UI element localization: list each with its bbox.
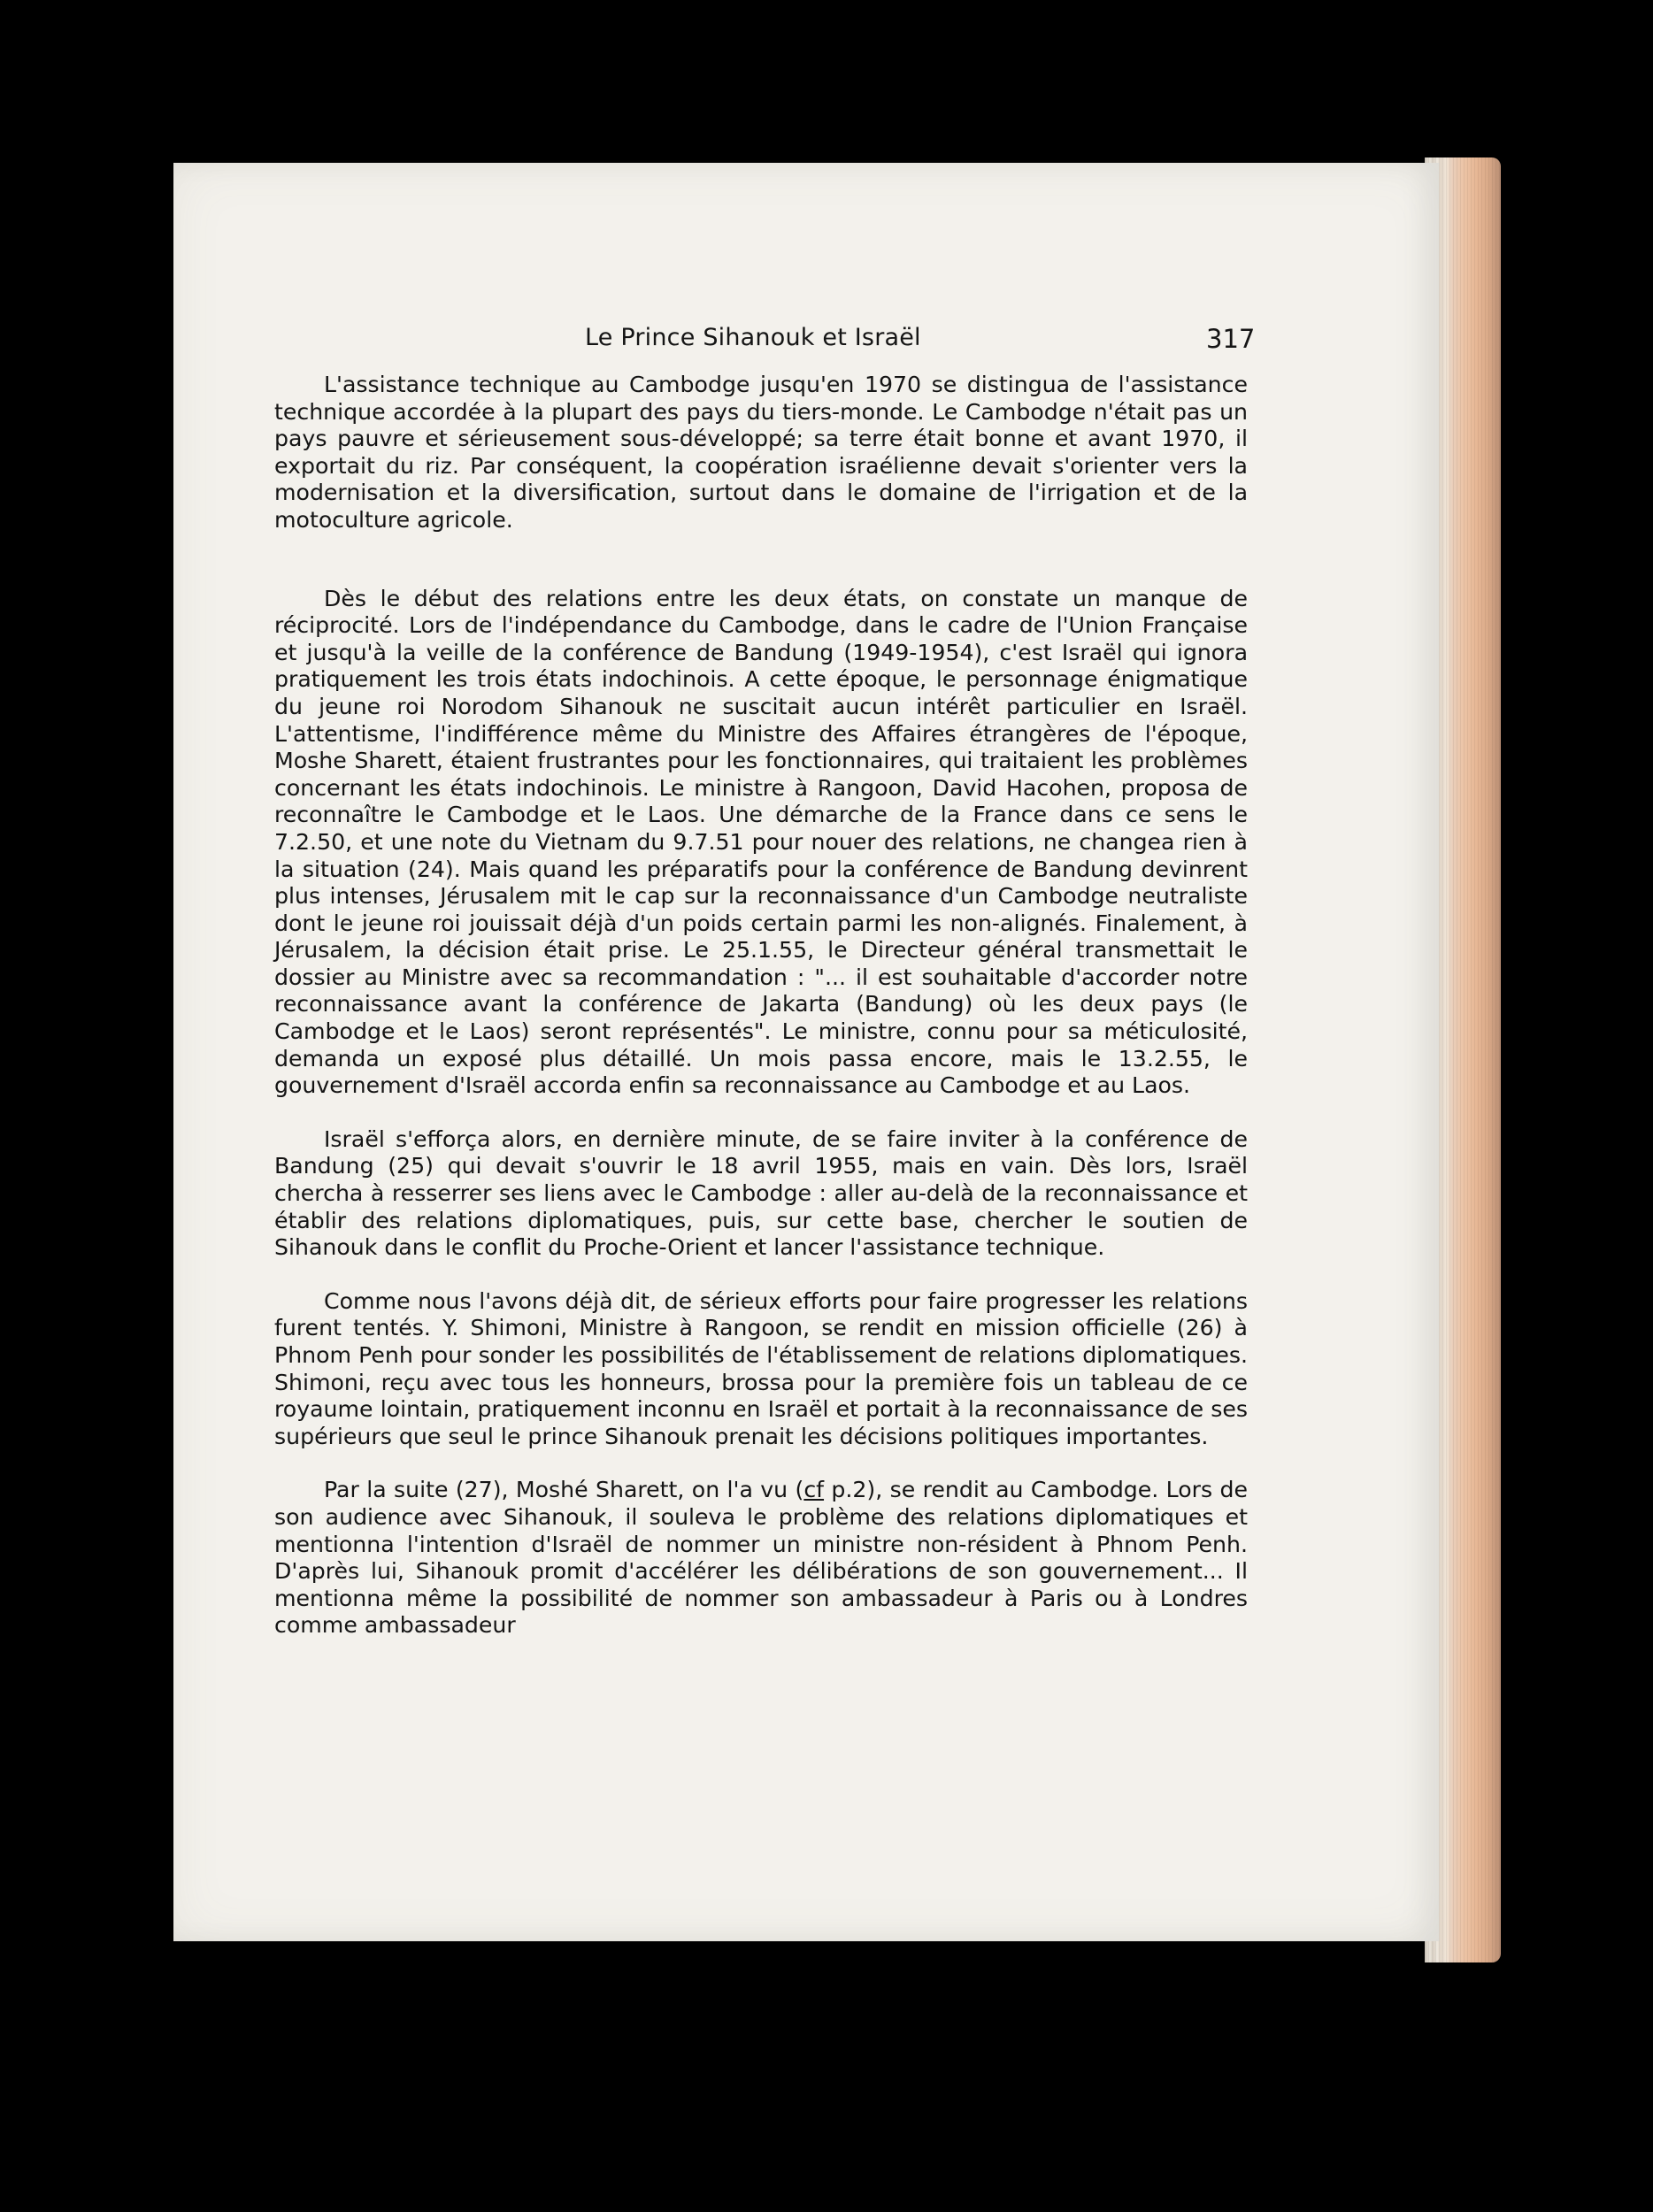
paragraph-5-part-1: Par la suite (27), Moshé Sharett, on l'a vu ( xyxy=(324,1477,804,1503)
paragraph-5-cf-underlined: cf xyxy=(803,1477,825,1503)
page-header xyxy=(173,324,1439,359)
paragraph-1: L'assistance technique au Cambodge jusqu'en 1970 se distingua de l'assistance technique accordée à la plupart des pays du tiers-monde. Le Cambodge n'était pas un pays pauvre et sérieusement sous-développé; sa terre était bonne et avant 1970, il exportait du riz. Par conséquent, la coopération israélienne devait s'orienter vers la modernisation et la diversification, surtout dans le domaine de l'irrigation et de la motoculture agricole. xyxy=(274,372,1248,533)
paragraph-3: Israël s'efforça alors, en dernière minute, de se faire inviter à la conférence de Bandung (25) qui devait s'ouvrir le 18 avril 1955, mais en vain. Dès lors, Israël chercha à resserrer ses liens avec le Cambodge : aller au-delà de la reconnaissance et établir des relations diplomatiques, puis, sur cette base, chercher le soutien de Sihanouk dans le conflit du Proche-Orient et lancer l'assistance technique. xyxy=(274,1125,1248,1261)
paragraph-5-part-2: p.2), se rendit au Cambodge. Lors de son audience avec Sihanouk, il souleva le problème des relations diplomatiques et mentionna l'intention d'Israël de nommer un ministre non-résident à Phnom Penh. D'après lui, Sihanouk promit d'accélérer les délibérations de son gouvernement... Il mentionna même la possibilité de nommer son ambassadeur à Paris ou à Londres comme ambassadeur xyxy=(274,1477,1248,1639)
paragraph-4: Comme nous l'avons déjà dit, de sérieux efforts pour faire progresser les relations furent tentés. Y. Shimoni, Ministre à Rangoon, se rendit en mission officielle (26) à Phnom Penh pour sonder les possibilités de l'établissement de relations diplomatiques. Shimoni, reçu avec tous les honneurs, brossa pour la première fois un tableau de ce royaume lointain, pratiquement inconnu en Israël et portait à la reconnaissance de ses supérieurs que seul le prince Sihanouk prenait les décisions politiques importantes. xyxy=(274,1287,1248,1449)
paragraph-2: Dès le début des relations entre les deux états, on constate un manque de réciprocité. Lors de l'indépendance du Cambodge, dans le cadre de l'Union Française et jusqu'à la veille de la conférence de Bandung (1949-1954), c'est Israël qui ignora pratiquement les trois états indochinois. A cette époque, le personnage énigmatique du jeune roi Norodom Sihanouk ne suscitait aucun intérêt particulier en Israël. L'attentisme, l'indifférence même du Ministre des Affaires étrangères de l'époque, Moshe Sharett, étaient frustrantes pour les fonctionnaires, qui traitaient les problèmes concernant les états indochinois. Le ministre à Rangoon, David Hacohen, proposa de reconnaître le Cambodge et le Laos. Une démarche de la France dans ce sens le 7.2.50, et une note du Vietnam du 9.7.51 pour nouer des relations, ne changea rien à la situation (24). Mais quand les préparatifs pour la conférence de Bandung devinrent plus intenses, Jérusalem mit le cap sur la reconnaissance d'un Cambodge neutraliste dont le jeune roi jouissait déjà d'un poids certain parmi les non-alignés. Finalement, à Jérusalem, la décision était prise. Le 25.1.55, le Directeur général transmettait le dossier au Ministre avec sa recommandation : "... il est souhaitable d'accorder notre reconnaissance avant la conférence de Jakarta (Bandung) où les deux pays (le Cambodge et le Laos) seront représentés". Le ministre, connu pour sa méticulosité, demanda un exposé plus détaillé. Un mois passa encore, mais le 13.2.55, le gouvernement d'Israël accorda enfin sa reconnaissance au Cambodge et au Laos. xyxy=(274,585,1248,1099)
running-title: Le Prince Sihanouk et Israël xyxy=(585,324,921,351)
body-text xyxy=(274,372,1248,1640)
page-number: 317 xyxy=(1206,324,1256,354)
paragraph-5 xyxy=(274,1477,1248,1640)
book-page xyxy=(173,163,1439,1941)
